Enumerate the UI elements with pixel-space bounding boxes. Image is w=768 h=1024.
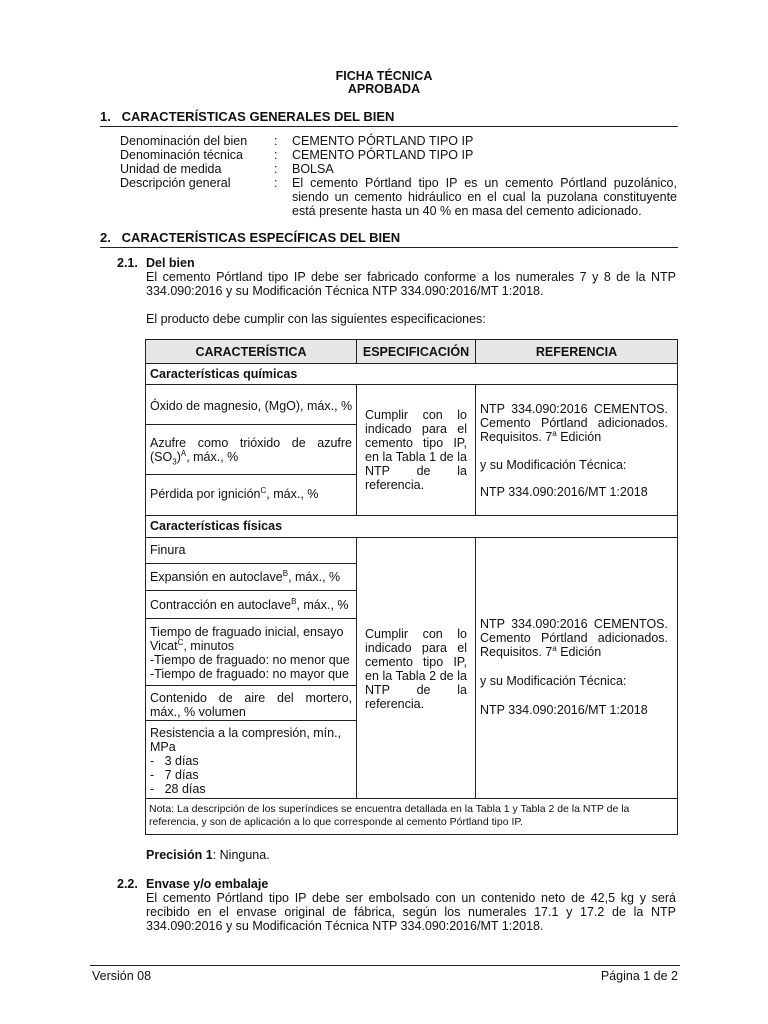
row-contraccion-unit: , máx., % bbox=[296, 598, 349, 612]
subsection-2-1-paragraph: El cemento Pórtland tipo IP debe ser fabricado conforme a los numerales 7 y 8 de la NTP 334.090:2016 y su Modificación Técnica NTP 334.090:2016/MT 1:2018. bbox=[146, 270, 676, 298]
table-divider bbox=[145, 424, 356, 425]
general-label: Descripción general bbox=[120, 176, 231, 190]
ref-quimicas-ntp bbox=[480, 402, 668, 444]
footer-divider bbox=[90, 965, 680, 966]
row-azufre-paren: ) bbox=[176, 450, 181, 464]
row-expansion-autoclave bbox=[150, 570, 354, 584]
ref-fisicas-mt: NTP 334.090:2016/MT 1:2018 bbox=[480, 703, 648, 717]
column-header-caracteristica: CARACTERÍSTICA bbox=[195, 345, 307, 359]
general-colon: : bbox=[274, 148, 278, 162]
subsection-2-2-paragraph: El cemento Pórtland tipo IP debe ser embolsado con un contenido neto de 42,5 kg y será recibido en el envase original de fábrica, según los numerales 17.1 y 17.2 de la NTP 334.090:2016 y su Modificación Técnica NTP 334.090:2016/MT 1:2018. bbox=[146, 891, 676, 933]
ref-fisicas-edition: Edición bbox=[556, 645, 602, 659]
general-colon: : bbox=[274, 162, 278, 176]
ref-fisicas-superscript: a bbox=[552, 643, 557, 653]
row-resistencia-3dias: - 3 días bbox=[150, 754, 199, 768]
general-label: Unidad de medida bbox=[120, 162, 222, 176]
general-colon: : bbox=[274, 134, 278, 148]
precision-line bbox=[146, 848, 270, 862]
row-azufre bbox=[150, 436, 352, 467]
subsection-2-1-number: 2.1. bbox=[117, 256, 138, 270]
table-divider bbox=[145, 685, 356, 686]
row-tiempo-line1: Tiempo de fraguado inicial, ensayo bbox=[150, 625, 344, 639]
row-oxido-magnesio: Óxido de magnesio, (MgO), máx., % bbox=[150, 399, 353, 413]
row-resistencia-28dias: - 28 días bbox=[150, 782, 206, 796]
table-divider bbox=[145, 537, 678, 538]
row-tiempo-max: -Tiempo de fraguado: no mayor que bbox=[150, 667, 349, 681]
table-divider bbox=[145, 384, 678, 385]
section-1-heading bbox=[100, 110, 678, 127]
row-tiempo-vicat: Vicat bbox=[150, 639, 178, 653]
row-resistencia-title: Resistencia a la compresión, mín., MPa bbox=[150, 726, 342, 754]
general-value: El cemento Pórtland tipo IP es un cemento Pórtland puzolánico, siendo un cemento hidráulico en el cual la puzolana constituyente está presente hasta un 40 % en masa del cemento adicionado. bbox=[292, 176, 677, 218]
ref-quimicas-edition: Edición bbox=[556, 430, 602, 444]
general-value: CEMENTO PÓRTLAND TIPO IP bbox=[292, 134, 474, 148]
table-divider bbox=[145, 720, 356, 721]
ref-quimicas-text: NTP 334.090:2016 CEMENTOS. Cemento Pórtland adicionados. Requisitos. 7 bbox=[480, 402, 668, 444]
row-tiempo-fraguado bbox=[150, 625, 355, 681]
subsection-2-1-title: Del bien bbox=[146, 256, 195, 270]
row-perdida-text: Pérdida por ignición bbox=[150, 487, 261, 501]
table-divider bbox=[145, 474, 356, 475]
column-header-referencia: REFERENCIA bbox=[535, 345, 618, 359]
row-perdida-superscript: C bbox=[260, 485, 267, 495]
precision-value: : Ninguna. bbox=[212, 848, 270, 862]
section-2-title: CARACTERÍSTICAS ESPECÍFICAS DEL BIEN bbox=[121, 230, 401, 245]
ref-fisicas-modificacion: y su Modificación Técnica: bbox=[480, 674, 627, 688]
table-divider bbox=[145, 563, 356, 564]
row-perdida-unit: , máx., % bbox=[266, 487, 319, 501]
row-finura: Finura bbox=[150, 543, 186, 557]
column-header-especificacion: ESPECIFICACIÓN bbox=[362, 345, 470, 359]
ref-quimicas-mt: NTP 334.090:2016/MT 1:2018 bbox=[480, 485, 648, 499]
group-title-fisicas: Características físicas bbox=[150, 519, 283, 533]
general-value: BOLSA bbox=[292, 162, 334, 176]
general-colon: : bbox=[274, 176, 278, 190]
section-1-number: 1. bbox=[100, 109, 111, 124]
table-column-divider bbox=[475, 384, 476, 515]
row-expansion-unit: , máx., % bbox=[288, 570, 341, 584]
general-label: Denominación del bien bbox=[120, 134, 248, 148]
row-expansion-superscript: B bbox=[282, 568, 289, 578]
row-resistencia-7dias: - 7 días bbox=[150, 768, 199, 782]
subsection-2-2-number: 2.2. bbox=[117, 877, 138, 891]
document-status: APROBADA bbox=[347, 82, 421, 96]
row-contenido-aire: Contenido de aire del mortero, máx., % volumen bbox=[150, 691, 352, 719]
table-note: Nota: La descripción de los superíndices se encuentra detallada en la Tabla 1 y Tabla 2 de la NTP de la referencia, y son de aplicación a lo que corresponde al cemento Pórtland tipo IP. bbox=[149, 803, 630, 828]
row-perdida-ignicion bbox=[150, 487, 354, 501]
row-azufre-text: Azufre como trióxido de azufre (SO bbox=[150, 436, 352, 464]
row-contraccion-superscript: B bbox=[291, 596, 297, 606]
table-divider bbox=[145, 618, 356, 619]
spec-fisicas: Cumplir con lo indicado para el cemento tipo IP, en la Tabla 2 de la NTP de la referencia. bbox=[365, 627, 467, 711]
table-divider bbox=[145, 363, 678, 364]
footer-page-number: Página 1 de 2 bbox=[600, 969, 678, 983]
row-expansion-text: Expansión en autoclave bbox=[150, 570, 283, 584]
precision-label: Precisión 1 bbox=[146, 848, 213, 862]
subsection-2-2-title: Envase y/o embalaje bbox=[146, 877, 269, 891]
table-divider bbox=[145, 515, 678, 516]
row-azufre-unit: , máx., % bbox=[186, 450, 239, 464]
row-tiempo-min: -Tiempo de fraguado: no menor que bbox=[150, 653, 350, 667]
footer-version: Versión 08 bbox=[92, 969, 152, 983]
group-title-quimicas: Características químicas bbox=[150, 367, 298, 381]
section-2-number: 2. bbox=[100, 230, 111, 245]
spec-quimicas: Cumplir con lo indicado para el cemento tipo IP, en la Tabla 1 de la NTP de la referencia. bbox=[365, 408, 467, 492]
section-1-title: CARACTERÍSTICAS GENERALES DEL BIEN bbox=[121, 109, 395, 124]
document-title: FICHA TÉCNICA bbox=[335, 69, 433, 83]
ref-quimicas-superscript: a bbox=[552, 428, 557, 438]
table-divider bbox=[145, 590, 356, 591]
row-azufre-subscript: 3 bbox=[172, 457, 177, 467]
row-contraccion-autoclave bbox=[150, 598, 354, 612]
table-column-divider bbox=[356, 537, 357, 798]
table-column-divider bbox=[475, 537, 476, 798]
ref-quimicas-modificacion: y su Modificación Técnica: bbox=[480, 458, 627, 472]
ref-fisicas-ntp bbox=[480, 617, 668, 659]
general-value: CEMENTO PÓRTLAND TIPO IP bbox=[292, 148, 474, 162]
table-divider bbox=[145, 798, 678, 799]
row-tiempo-unit: , minutos bbox=[183, 639, 235, 653]
row-azufre-superscript: A bbox=[180, 448, 187, 458]
ref-fisicas-text: NTP 334.090:2016 CEMENTOS. Cemento Pórtland adicionados. Requisitos. 7 bbox=[480, 617, 668, 659]
general-label: Denominación técnica bbox=[120, 148, 243, 162]
row-tiempo-line2 bbox=[150, 639, 355, 653]
section-2-heading bbox=[100, 231, 678, 248]
row-tiempo-superscript: C bbox=[177, 637, 184, 647]
row-contraccion-text: Contracción en autoclave bbox=[150, 598, 292, 612]
specifications-intro: El producto debe cumplir con las siguientes especificaciones: bbox=[146, 312, 486, 326]
table-column-divider bbox=[356, 384, 357, 515]
row-resistencia-compresion bbox=[150, 726, 354, 796]
